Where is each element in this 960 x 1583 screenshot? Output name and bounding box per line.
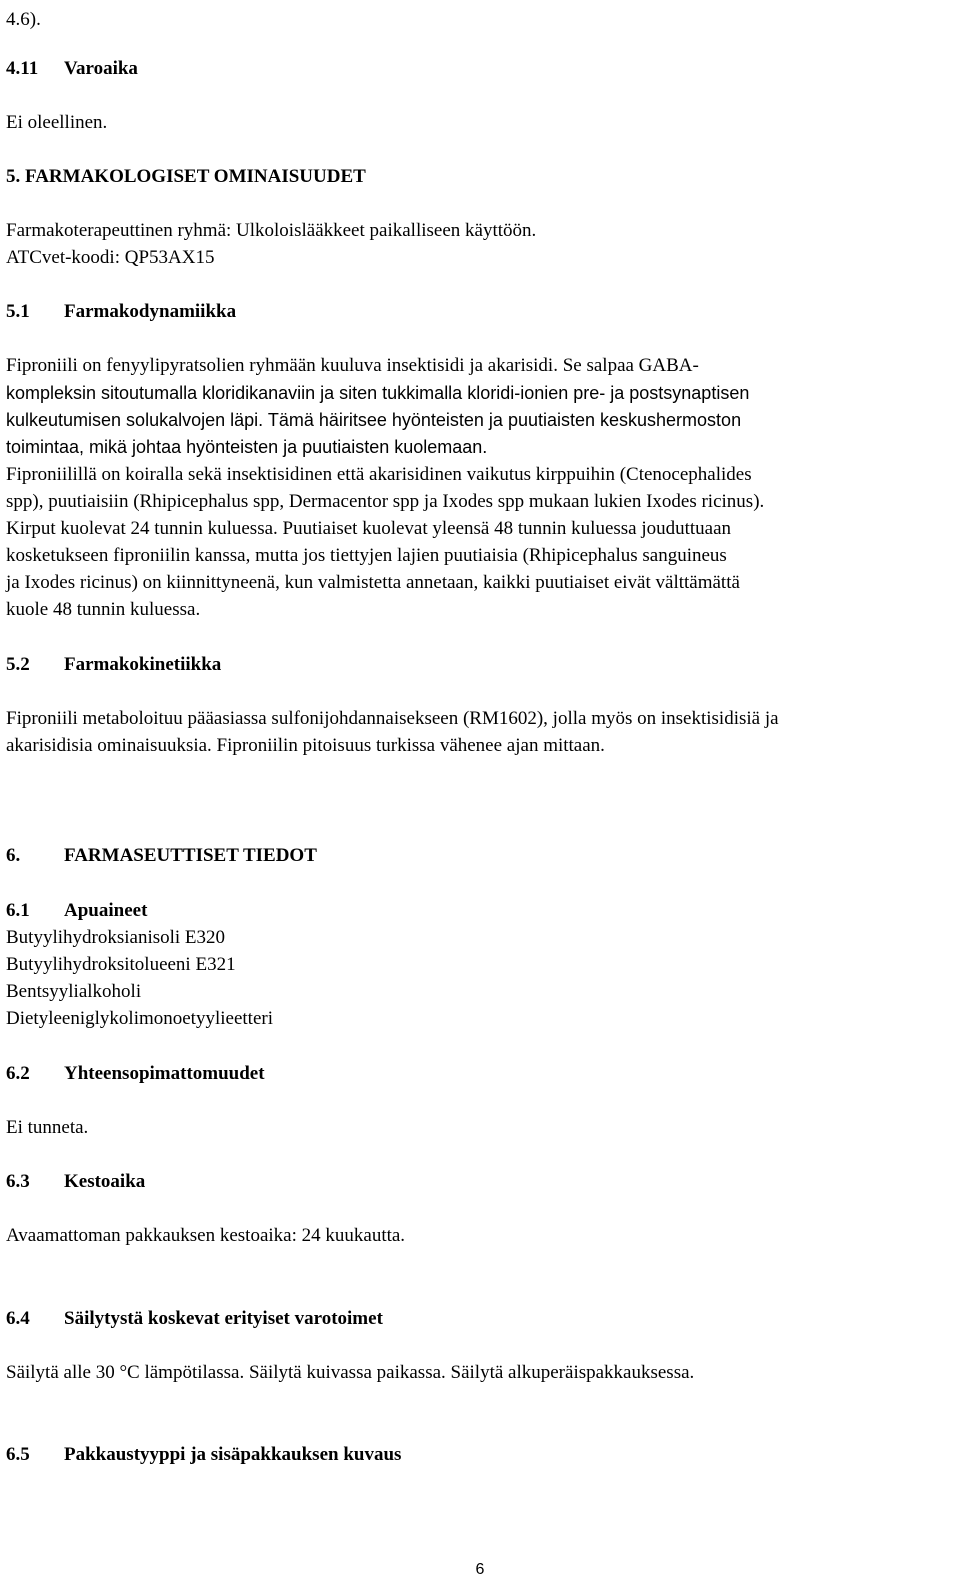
section-title: Varoaika — [64, 58, 138, 79]
section-title: Farmakodynamiikka — [64, 301, 237, 322]
section-number: 6.3 — [6, 1171, 30, 1192]
section-6-2-body: Ei tunneta. — [6, 1117, 89, 1138]
section-4-11-heading — [6, 55, 138, 82]
section-4-11-body: Ei oleellinen. — [6, 112, 108, 133]
section-number: 6. — [6, 845, 21, 866]
paragraph-line: kulkeutumisen solukalvojen läpi. Tämä häiritsee hyönteisten ja puutiaisten keskushermoston — [6, 410, 742, 430]
section-number: 5.2 — [6, 654, 30, 675]
section-number: 4.11 — [6, 58, 39, 79]
section-title: Farmakokinetiikka — [64, 654, 222, 675]
paragraph-line: akarisidisia ominaisuuksia. Fiproniilin pitoisuus turkissa vähenee ajan mittaan. — [6, 735, 605, 756]
paragraph-line: Fiproniilillä on koiralla sekä insektisidinen että akarisidinen vaikutus kirppuihin (Ctenocephalides — [6, 464, 752, 485]
section-title: Yhteensopimattomuudet — [64, 1063, 265, 1084]
section-title: Apuaineet — [64, 900, 148, 921]
section-number: 6.1 — [6, 900, 30, 921]
section-5-2-heading — [6, 651, 221, 678]
pharmacotherapeutic-group: Farmakoterapeuttinen ryhmä: Ulkoloislääkkeet paikalliseen käyttöön. — [6, 220, 537, 241]
paragraph-line: kosketukseen fiproniilin kanssa, mutta jos tiettyjen lajien puutiaisia (Rhipicephalus sanguineus — [6, 545, 727, 566]
paragraph-line: kompleksin sitoutumalla kloridikanaviin ja siten tukkimalla kloridi-ionien pre- ja postsynaptisen — [6, 383, 750, 403]
paragraph-line: ja Ixodes ricinus) on kiinnittyneenä, kun valmistetta annetaan, kaikki puutiaiset eivät välttämättä — [6, 572, 740, 593]
excipient-item: Dietyleeniglykolimonoetyylieetteri — [6, 1008, 273, 1029]
section-number: 6.4 — [6, 1308, 30, 1329]
section-number: 6.5 — [6, 1444, 30, 1465]
section-6-3-body: Avaamattoman pakkauksen kestoaika: 24 kuukautta. — [6, 1225, 406, 1246]
section-6-5-heading — [6, 1441, 401, 1468]
paragraph-line: Kirput kuolevat 24 tunnin kuluessa. Puutiaiset kuolevat yleensä 48 tunnin kuluessa jouduttuaan — [6, 518, 732, 539]
paragraph-line: Fiproniili metaboloituu pääasiassa sulfonijohdannaisekseen (RM1602), jolla myös on insektisidisiä ja — [6, 708, 779, 729]
section-5-heading: 5. FARMAKOLOGISET OMINAISUUDET — [6, 166, 366, 187]
paragraph-line: toimintaa, mikä johtaa hyönteisten ja puutiaisten kuolemaan. — [6, 437, 488, 457]
excipient-item: Butyylihydroksianisoli E320 — [6, 927, 226, 948]
paragraph-line: Fiproniili on fenyylipyratsolien ryhmään kuuluva insektisidi ja akarisidi. Se salpaa GABA- — [6, 355, 699, 376]
section-title: Pakkaustyyppi ja sisäpakkauksen kuvaus — [64, 1444, 402, 1465]
section-title: FARMASEUTTISET TIEDOT — [64, 845, 317, 866]
section-5-1-heading — [6, 298, 236, 325]
atcvet-code: ATCvet-koodi: QP53AX15 — [6, 247, 215, 268]
section-number: 5.1 — [6, 301, 30, 322]
section-6-1-heading — [6, 897, 147, 924]
section-6-2-heading — [6, 1060, 265, 1087]
section-6-4-heading — [6, 1305, 383, 1332]
excipient-item: Bentsyylialkoholi — [6, 981, 142, 1002]
section-6-heading — [6, 842, 317, 869]
section-title: Säilytystä koskevat erityiset varotoimet — [64, 1308, 383, 1329]
paragraph-line: kuole 48 tunnin kuluessa. — [6, 599, 201, 620]
excipient-item: Butyylihydroksitolueeni E321 — [6, 954, 236, 975]
section-6-3-heading — [6, 1168, 145, 1195]
top-fragment: 4.6). — [6, 9, 41, 30]
section-number: 6.2 — [6, 1063, 30, 1084]
section-title: Kestoaika — [64, 1171, 146, 1192]
section-6-4-body: Säilytä alle 30 °C lämpötilassa. Säilytä kuivassa paikassa. Säilytä alkuperäispakkauksessa. — [6, 1362, 695, 1383]
page-number: 6 — [475, 1561, 485, 1578]
paragraph-line: spp), puutiaisiin (Rhipicephalus spp, Dermacentor spp ja Ixodes spp mukaan lukien Ixodes ricinus). — [6, 491, 765, 512]
